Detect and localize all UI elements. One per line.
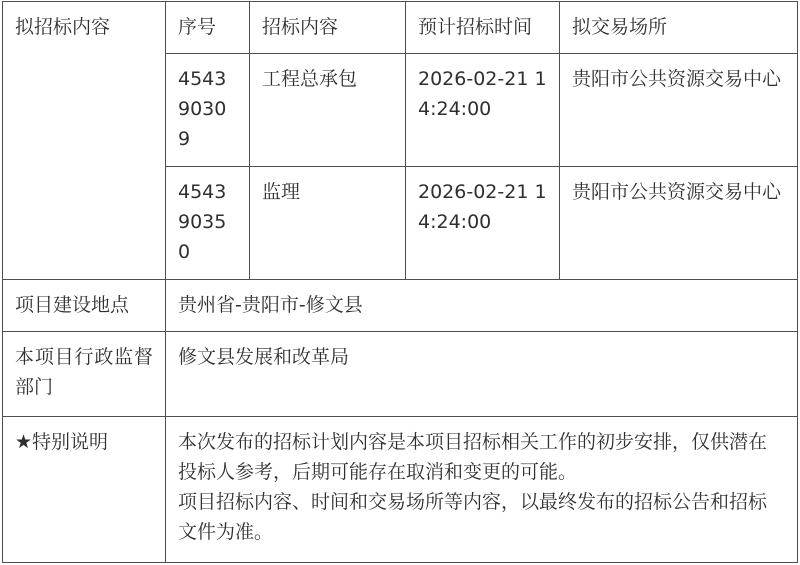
location-value: 贵州省-贵阳市-修文县 bbox=[178, 294, 363, 316]
cell-item-time bbox=[406, 54, 560, 167]
cell-section-label bbox=[3, 2, 166, 280]
col-header-time bbox=[406, 2, 560, 54]
item-seq: 454390350 bbox=[178, 181, 227, 263]
cell-supervisor-value bbox=[166, 332, 798, 417]
bid-plan-table bbox=[2, 1, 798, 563]
location-row bbox=[3, 280, 798, 332]
cell-item-seq bbox=[166, 54, 250, 167]
cell-note-text bbox=[166, 417, 798, 563]
item-time: 2026-02-21 14:24:00 bbox=[418, 181, 547, 233]
item-venue: 贵阳市公共资源交易中心 bbox=[572, 181, 782, 203]
col-header-content bbox=[250, 2, 406, 54]
cell-item-venue bbox=[560, 54, 798, 167]
item-venue: 贵阳市公共资源交易中心 bbox=[572, 68, 782, 90]
item-content: 工程总承包 bbox=[262, 68, 358, 90]
col-header-venue-label: 拟交易场所 bbox=[572, 16, 668, 38]
item-content: 监理 bbox=[262, 181, 301, 203]
note-paragraph: 项目招标内容、时间和交易场所等内容，以最终发布的招标公告和招标文件为准。 bbox=[178, 491, 768, 543]
cell-item-time bbox=[406, 167, 560, 280]
col-header-venue bbox=[560, 2, 798, 54]
star-icon: ★ bbox=[15, 431, 33, 453]
col-header-seq-label: 序号 bbox=[178, 16, 217, 38]
special-note-row bbox=[3, 417, 798, 563]
cell-item-seq bbox=[166, 167, 250, 280]
note-label: 特别说明 bbox=[32, 431, 109, 453]
col-header-time-label: 预计招标时间 bbox=[418, 16, 533, 38]
supervisor-value: 修文县发展和改革局 bbox=[178, 346, 350, 368]
location-label: 项目建设地点 bbox=[15, 294, 130, 316]
cell-location-value bbox=[166, 280, 798, 332]
item-grid-header-row bbox=[3, 2, 798, 54]
item-time: 2026-02-21 14:24:00 bbox=[418, 68, 547, 120]
cell-location-label bbox=[3, 280, 166, 332]
item-seq: 454390309 bbox=[178, 68, 227, 150]
note-paragraph: 本次发布的招标计划内容是本项目招标相关工作的初步安排，仅供潜在投标人参考，后期可能存在取消和变更的可能。 bbox=[178, 431, 768, 483]
cell-item-venue bbox=[560, 167, 798, 280]
col-header-seq bbox=[166, 2, 250, 54]
cell-supervisor-label bbox=[3, 332, 166, 417]
section-label: 拟招标内容 bbox=[15, 16, 111, 38]
supervisor-label: 本项目行政监督部门 bbox=[15, 346, 153, 398]
cell-item-content bbox=[250, 54, 406, 167]
cell-note-label bbox=[3, 417, 166, 563]
supervisor-row bbox=[3, 332, 798, 417]
col-header-content-label: 招标内容 bbox=[262, 16, 339, 38]
cell-item-content bbox=[250, 167, 406, 280]
